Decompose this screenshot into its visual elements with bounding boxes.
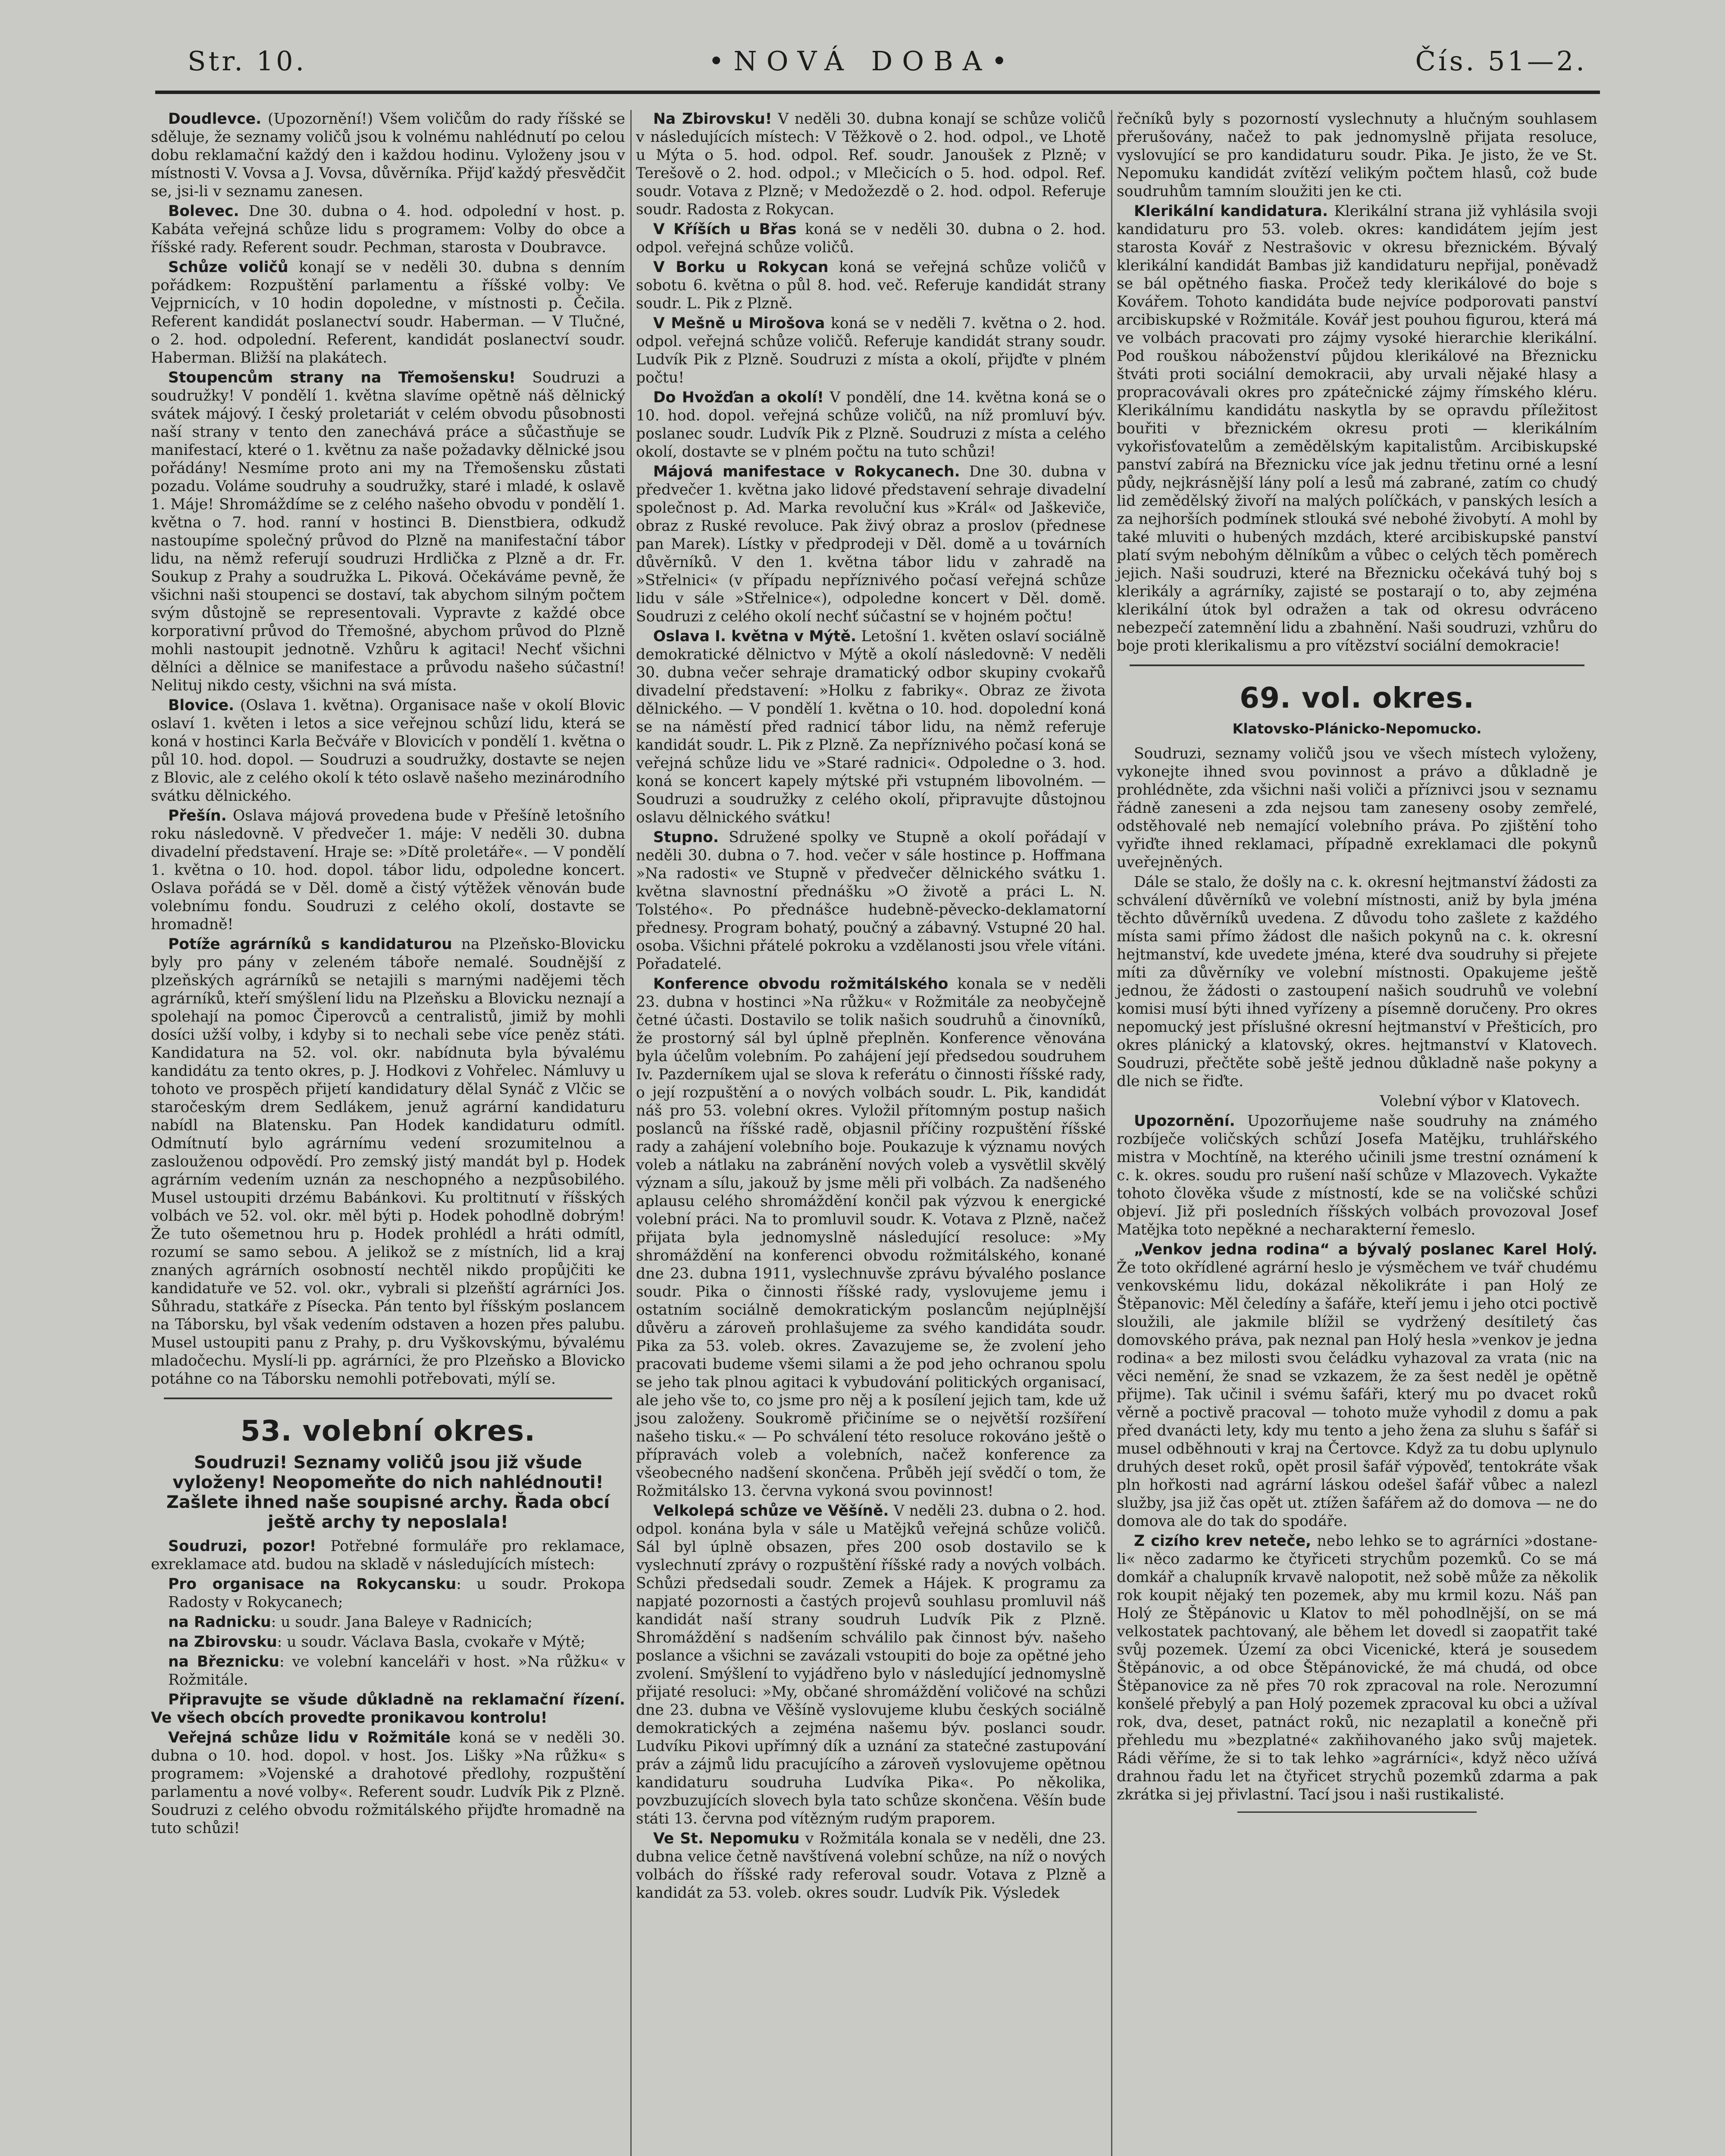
section-notice-53: Soudruzi! Seznamy voličů jsou již všude vyloženy! Neopomeňte do nich nahlédnouti! Zašlete ihned naše soupisné archy. Řada obcí ještě archy ty neposlala! <box>166 1453 610 1532</box>
article-rozmital: Veřejná schůze lidu v Rožmitále koná se v neděli 30. dubna o 10. hod. dopol. v host. Jos. Lišky »Na růžku« s programem: »Vojenské a drahotové předlohy, rozpuštění parlamentu a nové volby«. Referent soudr. Ludvík Pik z Plzně. Soudruzi z celého obvodu rožmitálského přijďte hromadně na tuto schůzi! <box>151 1729 625 1837</box>
column-1 <box>151 110 625 1839</box>
article-doudlevce: Doudlevce. (Upozornění!) Všem voličům do rady říšské se sděluje, že seznamy voličů jsou k volnému nahlédnutí po celou dobu reklamační každý den i každou hodinu. Vyloženy jsou v místnosti V. Vovsa a J. Vovsa, důvěrníka. Přijď každý přesvědčit se, jsi-li v seznamu zanesen. <box>151 110 625 200</box>
article-zbirovsko: Na Zbirovsku! V neděli 30. dubna konají se schůze voličů v následujících místech: V Těžkově o 2. hod. odpol., ve Lhotě u Mýta o 5. hod. odpol. Ref. soudr. Janoušek z Plzně; v Terešově o 2. hod. odpol.; v Mlečicích o 5. hod. odpol. Ref. soudr. Votava z Plzně; v Medožezdě o 2. hod. odpol. Referuje soudr. Radosta z Rokycan. <box>636 110 1106 218</box>
article-rokycany: Májová manifestace v Rokycanech. Dne 30. dubna v předvečer 1. května jako lidové představení sehraje divadelní společnost p. Ad. Marka revoluční kus »Král« od Jaškeviče, obraz z Ruské revoluce. Pak živý obraz a proslov (přednese pan Marek). Lístky v předprodeji v Děl. domě a u továrních důvěrníků. V den 1. května tábor lidu v zahradě na »Střelnici« (v případu nepříznivého počasí veřejná schůze lidu v sále »Střelnice«), odpoledne koncert v Děl. domě. Soudruzi z celého okolí nechť súčastní se v hojném počtu! <box>636 463 1106 625</box>
header-rule <box>155 91 1600 94</box>
article-borek: V Borku u Rokycan koná se veřejná schůze voličů v sobotu 6. května o půl 8. hod. več. Referuje kandidát strany soudr. L. Pik z Plzně. <box>636 259 1106 312</box>
article-seznamy: Soudruzi, seznamy voličů jsou ve všech místech vyloženy, vykonejte ihned svou povinnost a právo a důkladně je prohlédněte, zda všichni naši voliči a příznivci jsou v seznamu řádně zaneseni a zda nejsou tam zaneseny osoby zemřelé, odstěhovalé neb nemající volebního práva. Po zjištění toho vyřiďte ihned reklamaci, případně exreklamaci dle pokynů uveřejněných. <box>1117 745 1597 871</box>
article-upozorneni: Upozornění. Upozorňujeme naše soudruhy na známého rozbíječe voličských schůzí Josefa Matějku, truhlářského mistra v Mochtíně, na kterého učinili jsme trestní oznámení k c. k. okres. soudu pro rušení naší schůze v Mlazovech. Vykažte tohoto člověka všude z místností, kde se na voličské schůzi objeví. Již při posledních říšských volbách provozoval Josef Matějka toto nepěkné a necharakterní řemeslo. <box>1117 1112 1597 1238</box>
list-item: na Zbirovsku: u soudr. Václava Basla, cvokaře v Mýtě; <box>168 1633 585 1651</box>
signature: Volební výbor v Klatovech. <box>1380 1093 1580 1110</box>
article-holy: „Venkov jedna rodina“ a bývalý poslanec Karel Holý. Že toto okřídlené agrární heslo je výsměchem ve tvář chudému venkovskému lidu, dokázal několikráte i pan Holý ze Štěpanovic: Měl čeledíny a šafáře, kteří jemu i jeho otci poctivě sloužili, ale jakmile blížil se vydržený desítiletý čas domovského práva, pak neznal pan Holý hesla »venkov je jedna rodina« a bez milosti svou čeládku vyhazoval za vrata (nic na věci nemění, že snad se vzkazem, že za šest neděl je opětně přijme). Tak učinil i svému šafáři, který mu po dvacet roků věrně a poctivě pracoval — tohoto muže vyhodil z domu a pak před dvanácti lety, kdy mu tento a jeho žena za sluhu s šafář si musel odběhnouti v kraj na Čertovce. Když za tu dobu uplynulo druhých deset roků, opět prosil šafář výpověď, tentokráte však pln hořkosti nad agrární láskou odešel šafář vůbec a nalezl služby, jsa již čas opět ut. ztížen šafářem až do domova — ne do domova ale do tak do spodáře. <box>1117 1241 1597 1530</box>
column-divider <box>1111 110 1112 2156</box>
article-duvernici: Dále se stalo, že došly na c. k. okresní hejtmanství žádosti za schválení důvěrníků ve volební místnosti, aniž by byla jména těchto důvěrníků uvedena. Z důvodu toho zašlete z každého místa sami přímo žádost dle našich pokynů na c. k. okresní hejtmanství, kde uvedete jména, které dva soudruhy si přejete míti za důvěrníky ve volební místnosti. Opakujeme ještě jednou, že žádosti o zastoupení našich soudruhů ve volební komisi musí býti ihned vyřízeny a písemně doručeny. Pro okres nepomucký jest příslušné okresní hejtmanství v Přešticích, pro okres plánický a klatovský, okres. hejtmanství v Klatovech. Soudruzi, přečtěte sobě ještě jednou důkladně naše pokyny a dle nich se řiďte. <box>1117 874 1597 1090</box>
section-divider <box>1130 664 1584 666</box>
article-myto: Oslava I. května v Mýtě. Letošní 1. květen oslaví sociálně demokratické dělnictvo v Mýtě a okolí následovně: V neděli 30. dubna večer sehraje dramatický odbor skupiny cvokařů divadelní představení: »Holku z fabriky«. Obraz ze života dělnického. — V pondělí 1. května o 10. hod. dopolední koná se na náměstí před radnicí tábor lidu, na němž referuje kandidát soudr. L. Pik z Plzně. Za nepříznivého počasí koná se veřejná schůze lidu ve »Staré radnici«. Odpoledne o 3. hod. koná se koncert kapely mýtské při vstupném libovolném. — Soudruzi a soudružky z celého okolí, připravujte důstojnou oslavu dělnického svátku! <box>636 628 1106 826</box>
article-agrarnici: Potíže agrárníků s kandidaturou na Plzeňsko-Blovicku byly pro pány v zeleném táboře nemalé. Soudnější z plzeňských agrárníků se netajili s marnými nadějemi těch agrárníků, kteří smýšlení lidu na Plzeňsku a Blovicku neznají a spolehají na pomoc Čiperovců a centralistů, jimiž by mohli dosíci užší volby, i kdyby si to nechali sebe více peněz státi. Kandidatura na 52. vol. okr. nabídnuta byla bývalému kandidátu za tento okres, p. J. Hodkovi z Vohřelec. Námluvy u tohoto ve prospěch přijetí kandidatury dělal Synáč z Vlčic se staročeským drem Sedlákem, jenuž agrární kandidaturu nabídl na Blatensku. Pan Hodek kandidaturu odmítl. Odmítnutí bylo agrárnímu vedení srozumitelnou a zaslouženou odpovědí. Pro zemský jistý mandát byl p. Hodek agrárním vedením uznán za neschopného a nezpůsobilého. Musel ustoupiti drzému Babánkovi. Ku proltitnutí v říšských volbách ve 52. vol. okr. měl býti p. Hodek pohodlně dobrým! Že tuto ošemetnou hru p. Hodek prohlédl a hráti odmítl, rozumí se samo sebou. A jelikož se z místních, lid a kraj znaných agrárních osobností nechtěl nikdo propůjčiti ke kandidatuře ve 52. vol. okr., vybrali si plzeňští agrárníci Jos. Sůhradu, statkáře z Písecka. Pán tento byl říšským poslancem na Táborsku, byl však vedením odstaven a hozen přes palubu. Musel ustoupiti panu z Prahy, p. dru Vyškovskýmu, bývalému mladočechu. Myslí-li pp. agrárníci, že pro Plzeňsko a Blovicko potáhne co na Táborsku nemohli potřebovati, mýlí se. <box>151 936 625 1388</box>
article-krev: Z cizího krev neteče, nebo lehko se to agrárníci »dostane-li« něco zadarmo ke čtyřiceti strychům pozemků. Co se má domkář a chalupník krvavě nalopotit, než sobě může za několik rok koupit nějaký ten pozemek, aby mu krmil kozu. Náš pan Holý ze Štěpánovic u Klatov to měl pohodlnější, on se má velkostatek pachtovaný, ale během let dovedl si zaopatřit také svůj pozemek. Území za obci Vicenické, která je sousedem Štěpánovic, a od obce Štěpánovické, že má chudá, od obce Štěpanovice za ně přes 70 rok zpracoval na role. Nerozumní konšelé přebylý a pan Holý pozemek zpracoval ku obci a užíval rok, dva, deset, patnáct roků, nic nezaplatil a konečně při přehledu mu »bezplatné« zakňihovaného jako svůj majetek. Rádi věříme, že si to tak lehko »agrárníci«, když něco užívá drahnou řadu let na čtyřicet strychů pozemků zdarma a pak zkrátka si jej přivlastní. Tací jsou i naši rustikalisté. <box>1117 1532 1597 1803</box>
article-nepomuk: Ve St. Nepomuku v Rožmitála konala se v neděli, dne 23. dubna velice četně navštívená volební schůze, na níž o nových volbách do říšské rady referoval soudr. Votava z Plzně a kandidát za 53. voleb. okres soudr. Ludvík Pik. Výsledek <box>636 1830 1106 1902</box>
article-schuze-volicu: Schůze voličů konají se v neděli 30. dubna s denním pořádkem: Rozpuštění parlamentu a říšské volby: Ve Vejprnicích, v 10 hodin dopoledne, v místnosti p. Čečila. Referent kandidát poslanectví soudr. Haberman. — V Tlučné, o 2. hod. odpolední. Referent, kandidát poslanectví soudr. Haberman. Bližší na plakátech. <box>151 259 625 367</box>
end-rule <box>1237 1811 1477 1813</box>
page-number: Str. 10. <box>188 45 307 77</box>
section-title-53: 53. volební okres. <box>240 1414 536 1448</box>
article-stupno: Stupno. Sdružené spolky ve Stupně a okolí pořádají v neděli 30. dubna o 7. hod. večer v sále hostince p. Hoffmana »Na radosti« ve Stupně v předvečer dělnického svátku 1. května slavnostní přednášku »O životě a práci L. N. Tolstého«. Po přednášce hudebně-pěvecko-deklamatorní přednesy. Program bohatý, poučný a zábavný. Vstupné 20 hal. osoba. Všichni přátelé pokroku a vzdělanosti jsou vřele vítáni. Pořadatelé. <box>636 829 1106 973</box>
article-continuation: řečníků byly s pozorností vyslechnuty a hlučným souhlasem přerušovány, načež to pak jednomyslně přijata resoluce, vyslovující se pro kandidaturu soudr. Pika. Je jisto, že ve St. Nepomuku kandidát zvítězí velikým počtem hlasů, což bude soudruhům tamním sloužiti jen ke cti. <box>1117 110 1597 200</box>
section-divider <box>164 1398 612 1399</box>
article-konference: Konference obvodu rožmitálského konala se v neděli 23. dubna v hostinci »Na růžku« v Rožmitále za neobyčejně četné účasti. Dostavilo se tolik našich soudruhů a činovníků, že prostorný sál byl úplně přeplněn. Konference věnována byla účelům volebním. Po zahájení její předsedou soudruhem Iv. Pazderníkem ujal se slova k referátu o činnosti říšské rady, o její rozpuštění a o nových volbách soudr. L. Pik, kandidát náš pro 53. volební okres. Vyložil přítomným postup našich poslanců na říšské radě, objasnil příčiny rozpuštění říšské rady a zahájení volebního boje. Poukazuje k významu nových voleb a nátlaku na zabránění nových voleb a vysvětlil skvělý význam a sílu, jakouž by jsme měli při volbách. Za nadšeného aplausu celého shromáždění končil pak výzvou k energické volební práci. Na to promluvil soudr. K. Votava z Plzně, načež přijata byla jednomyslně následující resoluce: »My shromáždění na konferenci obvodu rožmitálského, konané dne 23. dubna 1911, vyslechnuvše zprávu bývalého poslance soudr. Pika o činnosti říšské rady, vyslovujeme jemu i ostatním sociálně demokratickým poslancům nejúplnější důvěru a zároveň prohlašujeme za svého kandidáta soudr. Pika za 53. voleb. okres. Zavazujeme se, že zvolení jeho pracovati budeme všemi silami a že pod jeho ochranou spolu se jeho tak plnou agitaci k vybudování politických organisací, ale jeho vše to, co jsme pro něj a k posílení jejich tam, kde už jsou založeny. Soukromě přičiníme se o největší rozšíření našeho tisku.« — Po schválení této resoluce rokováno ještě o přípravách voleb a volebních, načež konference za všeobecného nadšení skončena. Průběh její svědčí o tom, že Rožmitálsko 13. června vykoná svou povinnost! <box>636 975 1106 1500</box>
issue-number: Čís. 51—2. <box>1415 45 1587 77</box>
column-2 <box>636 110 1106 1904</box>
column-divider <box>630 110 632 2156</box>
list-item: na Radnicku: u soudr. Jana Baleye v Radnicích; <box>168 1614 532 1631</box>
article-bolevec: Bolevec. Dne 30. dubna o 4. hod. odpolední v host. p. Kabáta veřejná schůze lidu s programem: Volby do obce a říšské rady. Referent soudr. Pechman, starosta v Doubravce. <box>151 203 625 256</box>
newspaper-title: •NOVÁ DOBA• <box>708 45 1017 77</box>
article-krise: V Kříších u Břas koná se v neděli 30. dubna o 2. hod. odpol. veřejná schůze voličů. <box>636 221 1106 256</box>
article-hvozdany: Do Hvožďan a okolí! V pondělí, dne 14. května koná se o 10. hod. dopol. veřejná schůze voličů, na níž promluví býv. poslanec soudr. Ludvík Pik z Plzně. Soudruzi z místa a celého okolí, dostavte se v plném počtu na tuto schůzi! <box>636 389 1106 461</box>
section-subtitle-69: Klatovsko-Plánicko-Nepomucko. <box>1232 721 1482 737</box>
article-blovice: Blovice. (Oslava 1. května). Organisace naše v okolí Blovic oslaví 1. květen i letos a sice veřejnou schůzí lidu, která se koná v hostinci Karla Bečváře v Blovicích v pondělí 1. května o půl 10. hod. dopol. — Soudruzi a soudružky, dostavte se nejen z Blovic, ale z celého okolí k této oslavě našeho mezinárodního svátku dělnického. <box>151 697 625 805</box>
list-item: na Březnicku: ve volební kanceláři v host. »Na růžku« v Rožmitále. <box>168 1653 625 1689</box>
article-presin: Přešín. Oslava májová provedena bude v Přešíně letošního roku následovně. V předvečer 1. máje: V neděli 30. dubna divadelní představení. Hraje se: »Dítě proletáře«. — V pondělí 1. května o 10. hod. dopol. tábor lidu, odpoledne koncert. Oslava pořádá se v Děl. domě a čistý výtěžek věnován bude volebnímu fondu. Soudruzi z celého okolí, dostavte se hromadně! <box>151 807 625 933</box>
article-tremosensko: Stoupencům strany na Třemošensku! Soudruzi a soudružky! V pondělí 1. května slavíme opětně náš dělnický svátek májový. I český proletariát v celém obvodu působnosti naší strany v tento den zanechává práce a sůčastňuje se manifestací, které o 1. květnu za naše požadavky dělnické jsou pořádány! Nesmíme proto ani my na Třemošensku zůstati pozadu. Voláme soudruhy a soudružky, staré i mladé, k oslavě 1. Máje! Shromáždíme se z celého našeho obvodu v pondělí 1. května o 7. hod. ranní v hostinci B. Dienstbiera, odkudž nastoupíme společný průvod do Plzně na manifestační tábor lidu, na němž referují soudruzi Hrdlička z Plzně a dr. Fr. Soukup z Prahy a soudružka L. Piková. Očekáváme pevně, že všichni naši stoupenci se dostaví, tak abychom silným počtem svým důstojně se representovali. Vypravte z každé obce korporativní průvod do Třemošné, abychom průvod do Plzně mohli nastoupit jednotně. Vzhůru k agitaci! Nechť všichni dělníci a dělnice se manifestace a průvodu našeho súčastní! Nelituj nikdo cesty, všichni na svá místa. <box>151 369 625 694</box>
locations-list <box>151 1575 625 1689</box>
article-pripravujte: Připravujte se všude důkladně na reklamační řízení. Ve všech obcích provedte pronikavou kontrolu! <box>151 1691 625 1727</box>
article-mesno: V Mešně u Mirošova koná se v neděli 7. května o 2. hod. odpol. veřejná schůze voličů. Referuje kandidát strany soudr. Ludvík Pik z Plzně. Soudruzi z místa a okolí, přijďte v plném počtu! <box>636 315 1106 386</box>
article-klerikalni: Klerikální kandidatura. Klerikální strana již vyhlásila svoji kandidaturu pro 53. voleb. okres: kandidátem jejím jest starosta Kovář z Nestrašovic v okresu březnickém. Bývalý klerikální kandidát Bambas již kandidaturu nepřijal, poněvadž se bál opětného fiaska. Pročež tedy klerikálové do boje s Kovářem. Tohoto kandidáta bude nejvíce podporovati panství arcibiskupské v Rožmitále. Kovář jest pouhou figurou, která má ve volbách pracovati pro zájmy vysoké hierarchie klerikální. Pod rouškou náboženství půjdou klerikálové na Březnicku štváti proti sociální demokracii, aby urvali nějaké hlasy a propracovávali okres pro zpátečnické zájmy římského kléru. Klerikálnímu kandidátu naskytla by se opravdu příležitost bouřiti v březnickém okresu proti — klerikálním vykořisťovatelům a zemědělským kapitalistům. Arcibiskupské panství zabírá na Březnicku více jak jednu třetinu orné a lesní půdy, nejkrásnější lány polí a lesů má zabrané, zatím co chudý lid zemědělský živoří na malých políčkách, v panských lesích a za nejhorších podmínek stlouká své nebohé živobytí. A mohl by také mluviti o hubených mzdách, které arcibiskupské panství platí svým nebohým dělníkům a vůbec o celých těch poměrech jejich. Naši soudruzi, které na Březnicku očekává tuhý boj s klerikály a agrárníky, zajisté se postarají o to, aby zejména klerikální útok byl odražen a tak od okresu odvráceno nebezpečí zatemnění lidu a zbahnění. Naši soudruzi, vzhůru do boje proti klerikalismu a pro vítězství sociální demokracie! <box>1117 203 1598 655</box>
article-pozor: Soudruzi, pozor! Potřebné formuláře pro reklamace, exreklamace atd. budou na skladě v následujících místech: <box>151 1538 625 1573</box>
column-3 <box>1117 110 1597 1817</box>
article-vesin: Velkolepá schůze ve Věšíně. V neděli 23. dubna o 2. hod. odpol. konána byla v sále u Matějků veřejná schůze voličů. Sál byl úplně obsazen, přes 200 osob dostavilo se k vyslechnutí zprávy o rozpuštění říšské rady a nových volbách. Schůzi předsedali soudr. Zemek a Hájek. K programu za napjaté pozornosti a častých projevů souhlasu promluvil náš kandidát naší strany soudruh Ludvík Pik z Plzně. Shromáždění s nadšením schválilo pak činnost býv. našeho poslance a všichni se zavázali vstoupiti do boje za opětné jeho zvolení. Smýšlení to vyjádřeno bylo v následující jednomyslně přijaté resoluci: »My, občané shromáždění voličové na schůzi dne 23. dubna ve Věšíně vyslovujeme klubu českých sociálně demokratických a zejména našemu býv. poslanci soudr. Ludvíku Pikovi upřímný dík a uznání za statečné zastupování práv a zájmů lidu pracujícího a zároveň vyslovujeme opětnou kandidaturu soudruha Ludvíka Pika«. Po několika, povzbuzujících slovech byla tato schůze skončena. Věšín bude státi 13. června pod vítězným rudým praporem. <box>636 1502 1106 1827</box>
list-item: Pro organisace na Rokycansku: u soudr. Prokopa Radosty v Rokycanech; <box>168 1576 625 1611</box>
section-title-69: 69. vol. okres. <box>1240 681 1475 714</box>
